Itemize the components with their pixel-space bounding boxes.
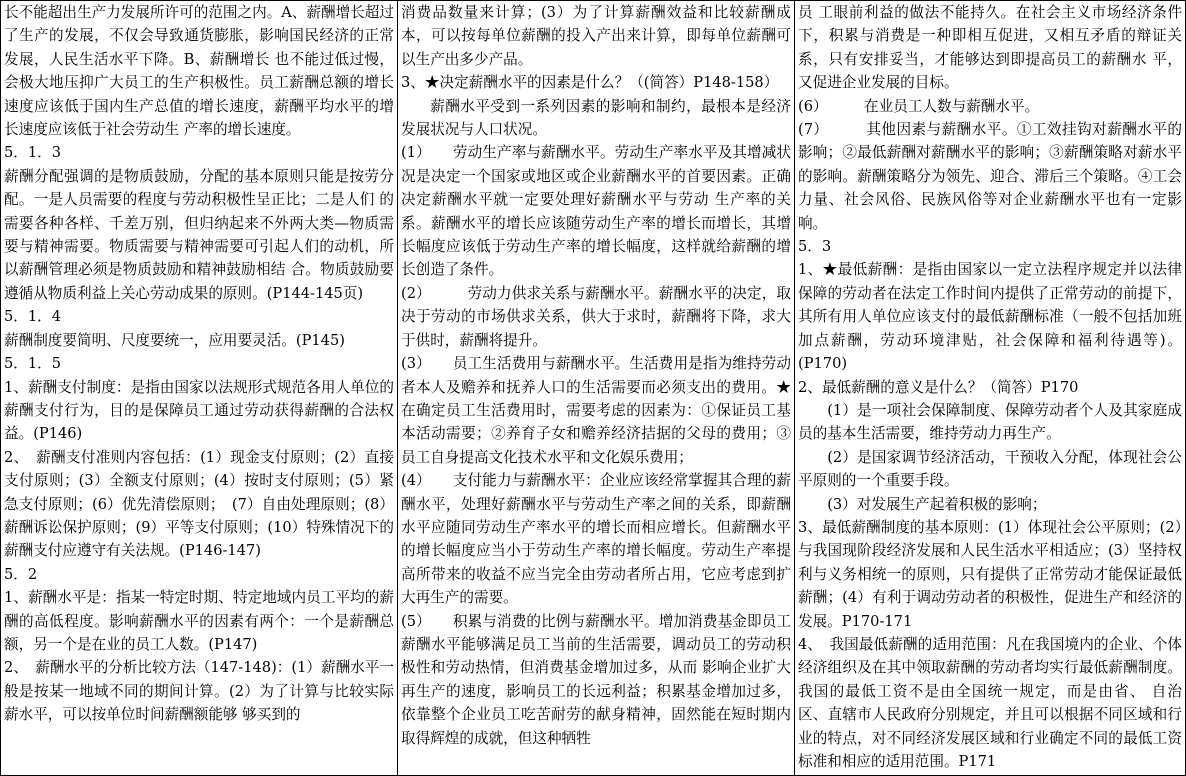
section-number-5-2: 5．2 [4,565,38,583]
paragraph-wage-system-simple: 薪酬制度要简明、尺度要统一，应用要灵活。(P145) [4,331,345,349]
paragraph-minimum-wage-definition: 1、★最低薪酬：是指由国家以一定立法程序规定并以法律保障的劳动者在法定工作时间内提供了正常劳动的前提下，其所有用人单位应该支付的最低薪酬标准（一般不包括加班加点薪酬，劳动环境津贴，社会保障和福利待遇等)。(P170) [798,261,1182,373]
question-minimum-wage-significance: 2、最低薪酬的意义是什么？（简答）P170 [798,378,1079,396]
section-number-5-1-5: 5．1．5 [4,355,62,373]
section-number-5-1-3: 5．1．3 [4,144,62,162]
paragraph-analysis-continued: 消费品数量来计算；(3）为了计算薪酬效益和比较薪酬成本，可以按每单位薪酬的投入产出来计算，即每单位薪酬可以生产出多少产品。 [401,4,791,68]
column-middle [398,1,795,775]
paragraph-factor-5-continued: 员 工眼前利益的做法不能持久。在社会主义市场经济条件下，积累与消费是一种即相互促进，又相互矛盾的辩证关系，只有安排妥当，才能够达到即提高员工的薪酬水 平，又促进企业发展的目标。 [798,4,1182,92]
paragraph-wage-level-analysis: 2、 薪酬水平的分析比较方法（147-148)：(1）薪酬水平一般是按某一地域不同的期间计算。(2）为了计算与比较实际薪水平，可以按单位时间薪酬额能够 够买到的 [4,659,394,724]
significance-item-3: (3）对发展生产起着积极的影响； [827,495,1047,513]
significance-item-2: (2）是国家调节经济活动，干预收入分配，体现社会公平原则的一个重要手段。 [798,448,1182,490]
factor-6-employee-count: (6） 在业员工人数与薪酬水平。 [798,97,1040,115]
paragraph-wage-level-definition: 1、薪酬水平是：指某一特定时期、特定地域内员工平均的薪酬的高低程度。影响薪酬水平的因素有两个：一个是薪酬总额，另一个是在业的员工人数。(P147) [4,589,394,653]
factor-4-payment-ability: (4） 支付能力与薪酬水平：企业应该经常掌握其合理的薪酬水平，处理好薪酬水平与劳动生产率之间的关系，即薪酬水平应随同劳动生产率水平的增长而相应增长。但薪酬水平的增长幅度应当小于劳动生产率的增长幅度。劳动生产率提高所带来的收益不应当完全由劳动者所占用，它应考虑到扩大再生产的需要。 [401,472,791,607]
section-number-5-3: 5．3 [798,238,832,256]
section-number-5-1-4: 5．1．4 [4,308,62,326]
paragraph-wage-growth-limit: 长不能超出生产力发展所许可的范围之内。A、薪酬增长超过了生产的发展，不仅会导致通货膨胀，影响国民经济的正常发展，人民生活水平下降。B、薪酬增长 也不能过低过慢，会极大地压抑广大员工的生产积极性。员工薪酬总额的增长速度应该低于国内生产总值的增长速度，薪酬平均水平的增长速度应该低于社会劳动生 产率的增长速度。 [4,4,394,139]
paragraph-minimum-wage-scope: 4、 我国最低薪酬的适用范围：凡在我国境内的企业、个体经济组织及在其中领取薪酬的劳动者均实行最低薪酬制度。我国的最低工资不是由全国统一规定，而是由省、 自治区、直辖市人民政府分别规定，并且可以根据不同区域和行业的特点，对不同经济发展区域和行业确定不同的最低工资标准和相应的适用范围。P171 [798,635,1182,770]
paragraph-factors-intro: 薪酬水平受到一系列因素的影响和制约，最根本是经济发展状况与人口状况。 [401,97,791,139]
paragraph-distribution-principle: 薪酬分配强调的是物质鼓励，分配的基本原则只能是按劳分配。一是人员需要的程度与劳动积极性呈正比；二是人们 的需要各种各样、千差万别，但归纳起来不外两大类—物质需要与精神需要。物质需要与精神需要可引起人们的动机，所以薪酬管理必须是物质鼓励和精神鼓励相结 合。物质鼓励要遵循从物质利益上关心劳动成果的原则。(P144-145页) [4,167,394,302]
factor-2-labor-supply: (2） 劳动力供求关系与薪酬水平。薪酬水平的决定，取决于劳动的市场供求关系，供大于求时，薪酬将下降，求大于供时，薪酬将提升。 [401,284,791,349]
question-wage-level-factors: 3、★决定薪酬水平的因素是什么？（(简答）P148-158） [401,74,779,92]
factor-3-living-cost: (3） 员工生活费用与薪酬水平。生活费用是指为维持劳动者本人及赡养和抚养人口的生活需要而必须支出的费用。★在确定员工生活费用时，需要考虑的因素为：①保证员工基本活动需要；②养育子女和赡养经济拮据的父母的费用；③员工自身提高文化技术水平和文化娱乐费用； [401,355,791,466]
paragraph-payment-system: 1、薪酬支付制度：是指由国家以法规形式规范各用人单位的薪酬支付行为，目的是保障员工通过劳动获得薪酬的合法权益。(P146) [4,378,394,443]
factor-5-accumulation-consumption: (5） 积累与消费的比例与薪酬水平。增加消费基金即员工薪酬水平能够满足员工当前的生活需要，调动员工的劳动积极性和劳动热情，但消费基金增加过多，从而 影响企业扩大再生产的速度，影响员工的长远利益；积累基金增加过多，依靠整个企业员工吃苦耐劳的献身精神，固然能在短时期内取得辉煌的成就，但这种牺牲 [401,612,791,747]
factor-1-productivity: (1） 劳动生产率与薪酬水平。劳动生产率水平及其增减状况是决定一个国家或地区或企业薪酬水平的首要因素。正确决定薪酬水平就一定要处理好薪酬水平与劳动 生产率的关系。薪酬水平的增长应该随劳动生产率的增长而增长，其增长幅度应该低于劳动生产率的增长幅度，这样就给薪酬的增长创造了条件。 [401,144,791,279]
significance-item-1: (1）是一项社会保障制度、保障劳动者个人及其家庭成员的基本生活需要，维持劳动力再生产。 [798,401,1182,443]
column-right [795,1,1186,775]
paragraph-minimum-wage-principles: 3、最低薪酬制度的基本原则：(1）体现社会公平原则；(2）与我国现阶段经济发展和人民生活水平相适应；(3）坚持权利与义务相统一的原则，只有提供了正常劳动才能保证最低薪酬；(4）有利于调动劳动者的积极性，促进生产和经济的发展。P170-171 [798,518,1182,630]
paragraph-payment-rules: 2、 薪酬支付准则内容包括：(1）现金支付原则；(2）直接支付原则；(3）全额支付原则；(4）按时支付原则；(5）紧急支付原则；(6）优先清偿原则； (7）自由处理原则；(8）薪酬诉讼保护原则；(9）平等支付原则；(10）特殊情况下的薪酬支付应遵守有关法规。(P146-147) [4,448,394,560]
column-left [0,1,398,775]
factor-7-other: (7） 其他因素与薪酬水平。①工效挂钩对薪酬水平的影响；②最低薪酬对薪酬水平的影响；③薪酬策略对薪水平的影响。薪酬策略分为领先、迎合、滞后三个策略。④工会力量、社会风俗、民族风俗等对企业薪酬水平也有一定影响。 [798,121,1182,232]
